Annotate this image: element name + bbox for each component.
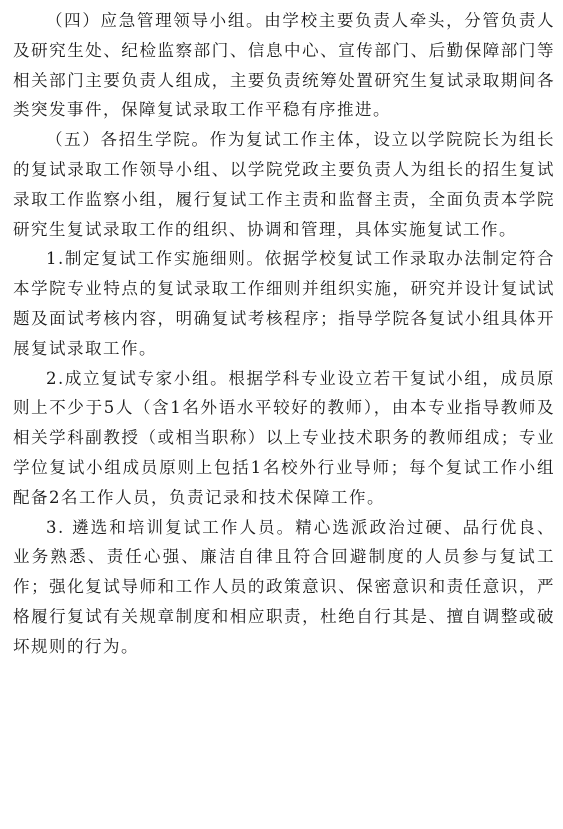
paragraph-expert-groups: 2.成立复试专家小组。根据学科专业设立若干复试小组，成员原则上不少于5人（含1名外语水平较好的教师），由本专业指导教师及相关学科副教授（或相当职称）以上专业技术职务的教师组成；专业学位复试小组成员原则上包括1名校外行业导师；每个复试工作小组配备2名工作人员，负责记录和技术保障工作。: [13, 368, 555, 507]
paragraph-staff-training: 3. 遴选和培训复试工作人员。精心选派政治过硬、品行优良、业务熟悉、责任心强、廉洁自律且符合回避制度的人员参与复试工作；强化复试导师和工作人员的政策意识、保密意识和责任意识，严格履行复试有关规章制度和相应职责，杜绝自行其是、擅自调整或破坏规则的行为。: [13, 517, 555, 656]
paragraph-enrollment-colleges: （五）各招生学院。作为复试工作主体，设立以学院院长为组长的复试录取工作领导小组、以学院党政主要负责人为组长的招生复试录取工作监察小组，履行复试工作主责和监督主责，全面负责本学院研究生复试录取工作的组织、协调和管理，具体实施复试工作。: [13, 130, 555, 239]
paragraph-emergency-management-group: （四）应急管理领导小组。由学校主要负责人牵头，分管负责人及研究生处、纪检监察部门、信息中心、宣传部门、后勤保障部门等相关部门主要负责人组成，主要负责统筹处置研究生复试录取期间各类突发事件，保障复试录取工作平稳有序推进。: [13, 11, 555, 120]
paragraph-implementation-rules: 1.制定复试工作实施细则。依据学校复试工作录取办法制定符合本学院专业特点的复试录取工作细则并组织实施，研究并设计复试试题及面试考核内容，明确复试考核程序；指导学院各复试小组具体开展复试录取工作。: [13, 249, 555, 358]
